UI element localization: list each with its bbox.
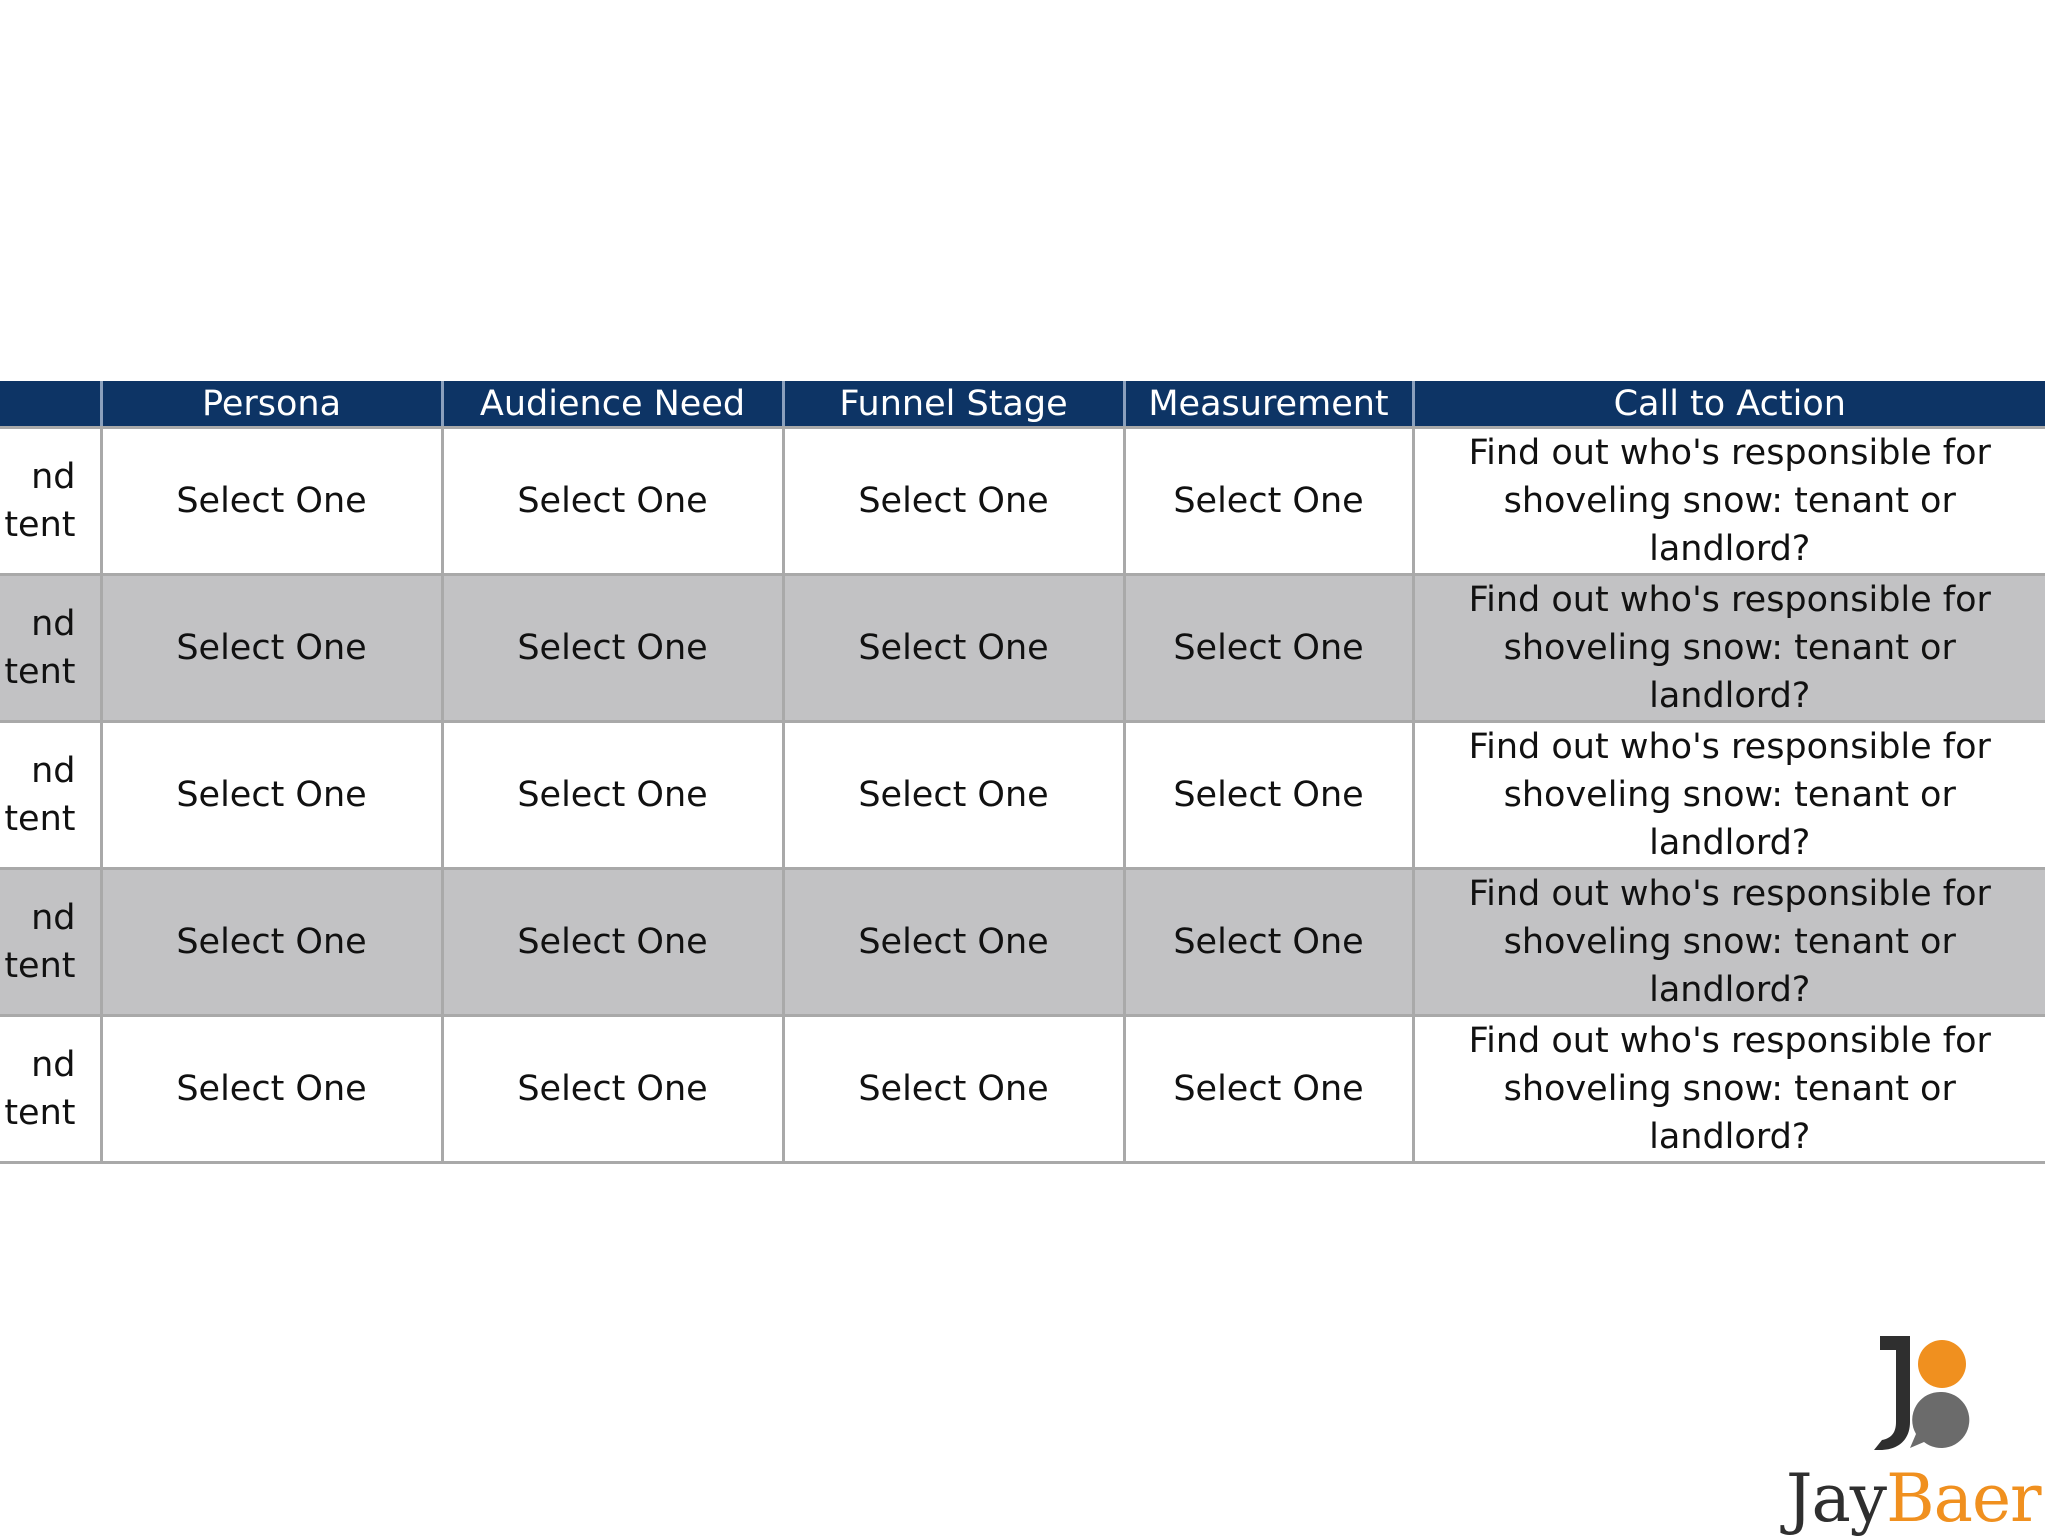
cell-funnel-stage-select[interactable]: Select One [783, 428, 1124, 575]
jay-baer-logo [1786, 1336, 2048, 1536]
cell-audience-need-select[interactable]: Select One [442, 575, 783, 722]
cell-measurement-select[interactable]: Select One [1124, 722, 1413, 869]
cell-measurement-select[interactable]: Select One [1124, 428, 1413, 575]
jay-baer-logo-text [1786, 1460, 2041, 1537]
content-plan-table [0, 381, 2045, 1164]
cell-call-to-action: Find out who's responsible for shoveling snow: tenant or landlord? [1413, 869, 2045, 1016]
header-measurement: Measurement [1124, 381, 1413, 428]
cell-funnel-stage-select[interactable]: Select One [783, 869, 1124, 1016]
cell-audience-need-select[interactable]: Select One [442, 869, 783, 1016]
cell-persona-select[interactable]: Select One [101, 869, 442, 1016]
cell-cut-off-text: nd tent [0, 575, 101, 722]
cell-call-to-action: Find out who's responsible for shoveling snow: tenant or landlord? [1413, 722, 2045, 869]
cell-call-to-action: Find out who's responsible for shoveling snow: tenant or landlord? [1413, 575, 2045, 722]
table-row [0, 869, 2045, 1016]
header-call-to-action: Call to Action [1413, 381, 2045, 428]
cell-audience-need-select[interactable]: Select One [442, 1016, 783, 1163]
logo-text-baer: Baer [1886, 1460, 2041, 1537]
header-audience-need: Audience Need [442, 381, 783, 428]
content-plan-table-container [0, 381, 2045, 1164]
cell-measurement-select[interactable]: Select One [1124, 1016, 1413, 1163]
cell-audience-need-select[interactable]: Select One [442, 722, 783, 869]
cell-persona-select[interactable]: Select One [101, 722, 442, 869]
header-cut-off [0, 381, 101, 428]
cell-persona-select[interactable]: Select One [101, 575, 442, 722]
cell-funnel-stage-select[interactable]: Select One [783, 1016, 1124, 1163]
jay-baer-logo-mark [1872, 1336, 1972, 1451]
cell-audience-need-select[interactable]: Select One [442, 428, 783, 575]
cell-cut-off-text: nd tent [0, 869, 101, 1016]
cell-cut-off-text: nd tent [0, 428, 101, 575]
header-funnel-stage: Funnel Stage [783, 381, 1124, 428]
table-row [0, 722, 2045, 869]
cell-call-to-action: Find out who's responsible for shoveling snow: tenant or landlord? [1413, 428, 2045, 575]
table-row [0, 575, 2045, 722]
cell-cut-off-text: nd tent [0, 722, 101, 869]
table-row [0, 1016, 2045, 1163]
cell-persona-select[interactable]: Select One [101, 1016, 442, 1163]
header-persona: Persona [101, 381, 442, 428]
table-row [0, 428, 2045, 575]
cell-persona-select[interactable]: Select One [101, 428, 442, 575]
cell-funnel-stage-select[interactable]: Select One [783, 722, 1124, 869]
logo-text-jay: Jay [1786, 1460, 1887, 1537]
cell-cut-off-text: nd tent [0, 1016, 101, 1163]
cell-measurement-select[interactable]: Select One [1124, 869, 1413, 1016]
cell-funnel-stage-select[interactable]: Select One [783, 575, 1124, 722]
cell-measurement-select[interactable]: Select One [1124, 575, 1413, 722]
table-header-row [0, 381, 2045, 428]
cell-call-to-action: Find out who's responsible for shoveling snow: tenant or landlord? [1413, 1016, 2045, 1163]
